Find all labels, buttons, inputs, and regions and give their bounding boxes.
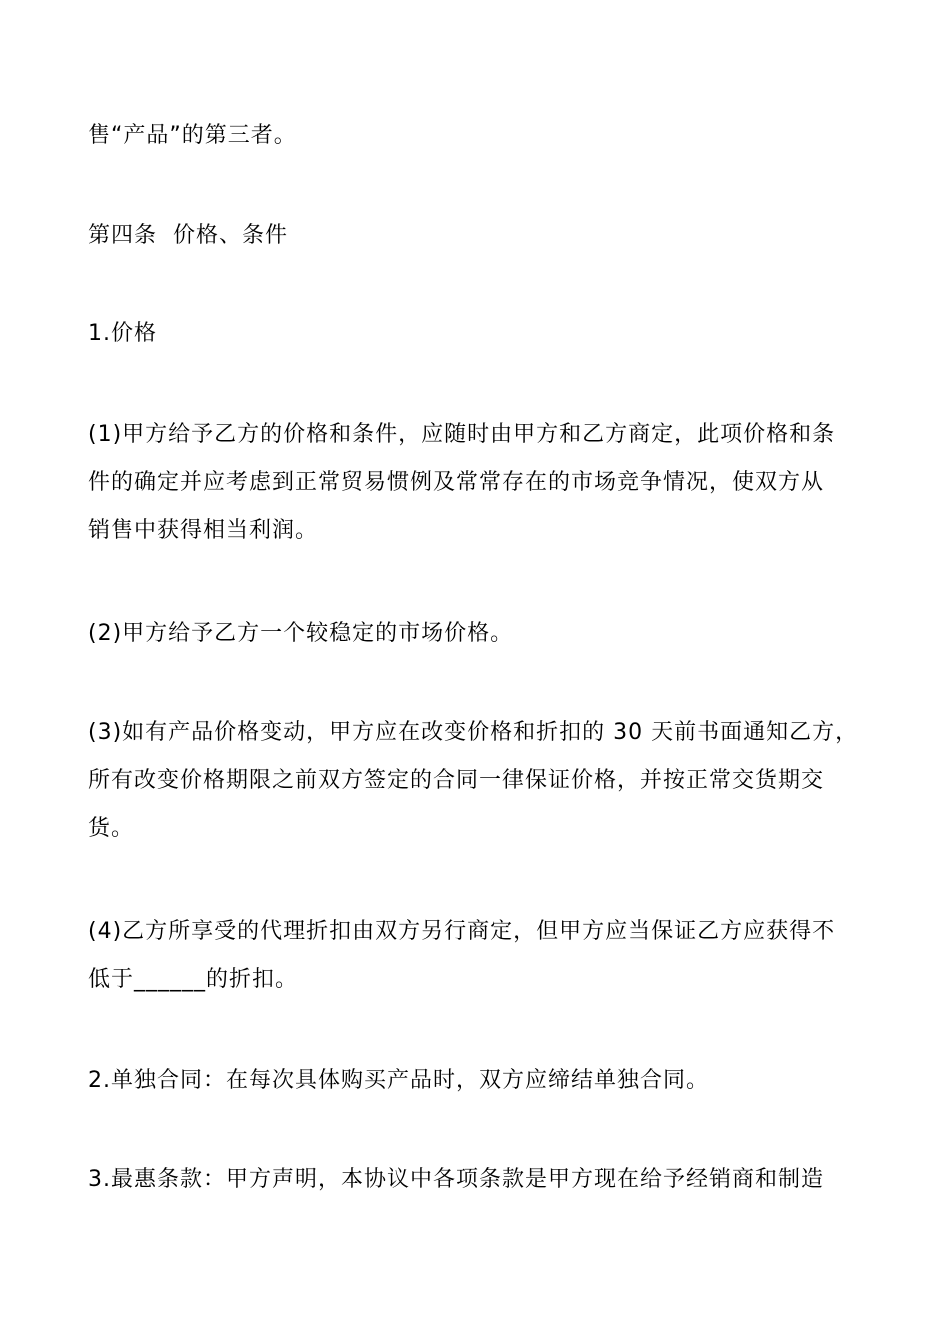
article-four-heading (88, 212, 878, 260)
text-line: (4)乙方所享受的代理折扣由双方另行商定，但甲方应当保证乙方应获得不 (88, 919, 836, 944)
text-line: 货。 (88, 816, 135, 841)
text-line: 件的确定并应考虑到正常贸易惯例及常常存在的市场竞争情况，使双方从 (88, 470, 825, 495)
section-price-heading (88, 310, 878, 358)
text-line: (2)甲方给予乙方一个较稳定的市场价格。 (88, 621, 514, 646)
text-line: 售“产品”的第三者。 (88, 123, 297, 148)
text-line: (1)甲方给予乙方的价格和条件，应随时由甲方和乙方商定，此项价格和条 (88, 422, 836, 447)
text-line: 2.单独合同：在每次具体购买产品时，双方应缔结单独合同。 (88, 1068, 709, 1093)
text-line: 所有改变价格期限之前双方签定的合同一律保证价格，并按正常交货期交 (88, 768, 825, 793)
text-line: 1.价格 (88, 321, 157, 346)
clause-3 (88, 709, 878, 853)
paragraph-third-party (88, 112, 878, 160)
text-line: 销售中获得相当利润。 (88, 518, 319, 543)
text-line: 第四条 价格、条件 (88, 223, 288, 248)
clause-4 (88, 908, 878, 1004)
section-separate-contract (88, 1057, 878, 1105)
text-line: 低于______的折扣。 (88, 967, 299, 992)
clause-2 (88, 610, 878, 658)
clause-1 (88, 411, 878, 555)
section-most-favored (88, 1156, 878, 1204)
text-line: 3.最惠条款：甲方声明，本协议中各项条款是甲方现在给予经销商和制造 (88, 1167, 824, 1192)
text-line: (3)如有产品价格变动，甲方应在改变价格和折扣的 30 天前书面通知乙方， (88, 720, 859, 745)
